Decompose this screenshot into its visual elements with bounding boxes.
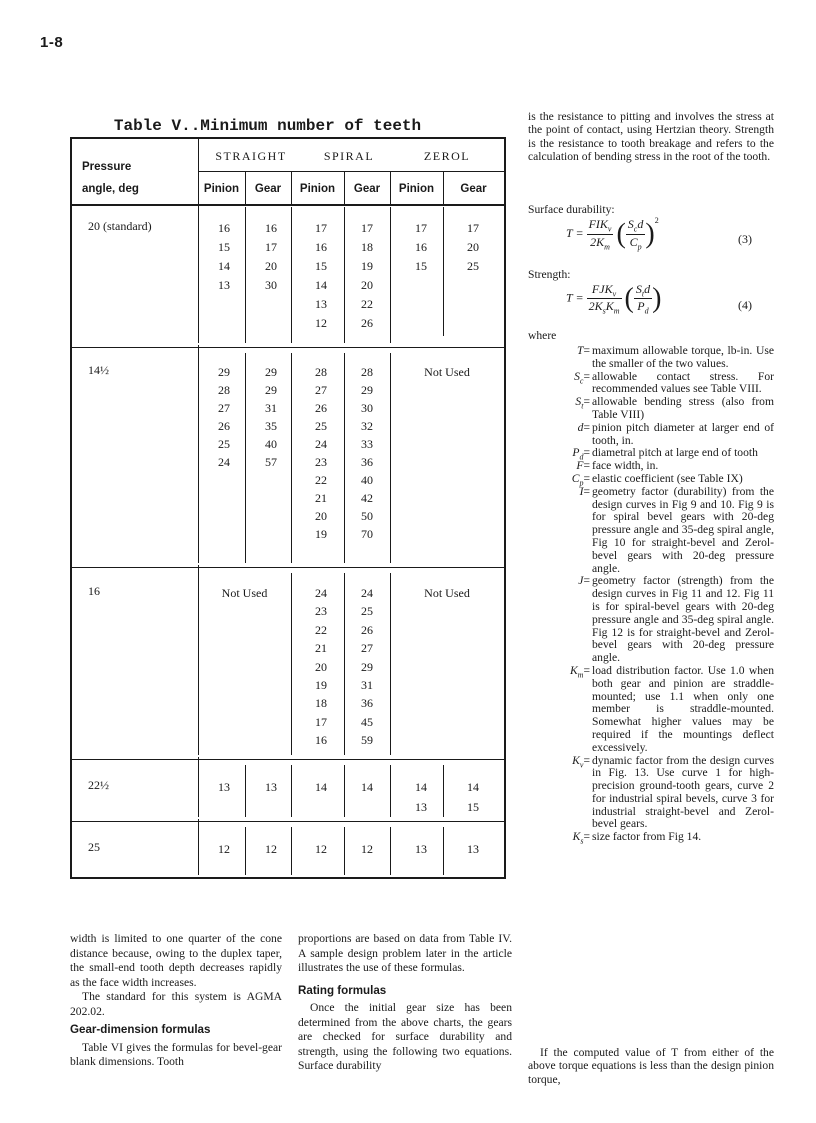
eq-sub: d bbox=[644, 306, 649, 316]
spiral-gear-cell: 28 bbox=[361, 365, 373, 379]
spiral-gear-cell: 22 bbox=[361, 297, 373, 311]
zerol-pinion-cell: 17 bbox=[415, 221, 427, 235]
spiral-pinion-cell: 24 bbox=[315, 586, 327, 600]
definition-item bbox=[528, 345, 774, 371]
paragraph: Once the initial gear size has been determined from the above charts, the gears are checked for surface durability and strength, using the following two equations. Surface durability bbox=[298, 1001, 512, 1072]
definition-symbol: T= bbox=[577, 344, 590, 357]
eq-text: C bbox=[629, 234, 638, 249]
spiral-pinion-cell: 12 bbox=[315, 842, 327, 856]
definition-symbol: $S_t=$ bbox=[575, 395, 590, 411]
eq-text: K bbox=[605, 299, 614, 314]
surface-durability-heading: Surface durability: bbox=[528, 203, 615, 216]
column-divider bbox=[198, 819, 199, 875]
column-divider bbox=[291, 171, 292, 204]
column-divider bbox=[443, 827, 444, 875]
spiral-pinion-cell: 28 bbox=[315, 365, 327, 379]
column-divider bbox=[198, 139, 199, 204]
zerol-pinion-cell: 15 bbox=[415, 259, 427, 273]
column-divider bbox=[390, 765, 391, 817]
straight-pinion-cell: 13 bbox=[218, 780, 230, 794]
straight-pinion-cell: 29 bbox=[218, 365, 230, 379]
spiral-pinion-cell: 20 bbox=[315, 659, 327, 674]
straight-gear-cell: 29 bbox=[265, 365, 277, 379]
eq-text: 2K bbox=[588, 299, 603, 314]
column-divider bbox=[390, 353, 391, 563]
straight-pinion-cell: 24 bbox=[218, 455, 230, 469]
pressure-angle: 20 (standard) bbox=[88, 219, 152, 233]
spiral-gear-cell: 31 bbox=[361, 678, 373, 692]
spiral-gear-cell: 29 bbox=[361, 659, 373, 674]
zerol-not-used: Not Used bbox=[424, 586, 470, 600]
spiral-gear-cell: 26 bbox=[361, 622, 373, 637]
definition-symbol: d= bbox=[577, 420, 590, 434]
spiral-pinion-cell: 22 bbox=[315, 473, 327, 487]
paragraph: The standard for this system is AGMA 202.02. bbox=[70, 990, 282, 1018]
straight-gear-cell: 13 bbox=[265, 780, 277, 794]
pressure-angle: 22½ bbox=[88, 778, 109, 792]
spiral-pinion-cell: 14 bbox=[315, 780, 327, 794]
spiral-gear-cell: 17 bbox=[361, 221, 373, 235]
paragraph: Table VI gives the formulas for bevel-gear blank dimensions. Tooth bbox=[70, 1040, 282, 1068]
spiral-pinion-cell: 21 bbox=[315, 641, 327, 656]
spiral-pinion-cell: 17 bbox=[315, 221, 327, 235]
equation-number-4: (4) bbox=[738, 298, 752, 312]
spiral-gear-cell: 19 bbox=[361, 259, 373, 273]
section-heading: Gear-dimension formulas bbox=[70, 1023, 211, 1036]
definition-text: allowable contact stress. For recommended values see Table VIII. bbox=[592, 369, 774, 396]
column-divider bbox=[344, 827, 345, 875]
definition-item bbox=[528, 396, 774, 422]
fraction bbox=[634, 282, 652, 316]
fraction bbox=[587, 217, 614, 251]
column-divider bbox=[344, 207, 345, 343]
spiral-gear-cell: 45 bbox=[361, 714, 373, 729]
spiral-gear-cell: 25 bbox=[361, 604, 373, 619]
column-divider bbox=[245, 765, 246, 817]
spiral-pinion-cell: 12 bbox=[315, 316, 327, 330]
pressure-label-2: angle, deg bbox=[82, 183, 139, 195]
sub-gear: Gear bbox=[353, 183, 381, 195]
spiral-gear-cell: 24 bbox=[361, 586, 373, 600]
eq-lhs: T = bbox=[566, 290, 584, 305]
definition-symbol: F= bbox=[576, 459, 590, 473]
eq-sub: s bbox=[602, 306, 606, 316]
fraction bbox=[587, 282, 622, 316]
definition-symbol: $C_p=$ bbox=[571, 471, 590, 488]
equation-3: T = $\frac{FIK_v}{2K_m}$ ( $\frac{S_cd}{C_p}$ )$^2$ bbox=[566, 216, 659, 252]
column-divider bbox=[291, 765, 292, 817]
column-divider bbox=[344, 573, 345, 755]
zerol-gear-cell: 25 bbox=[467, 259, 479, 273]
definition-text: dynamic factor from the design curves in Fig. 13. Use curve 1 for high-precision ground-tooth gears, curve 2 for industrial spiral bevels, curve 3 for industrial straight-bevel and Zerol-bevel gears. bbox=[592, 753, 774, 831]
column-divider bbox=[245, 827, 246, 875]
eq-sub: c bbox=[633, 224, 638, 234]
zerol-not-used: Not Used bbox=[424, 365, 470, 379]
spiral-gear-cell: 40 bbox=[361, 473, 373, 487]
eq-text: FJK bbox=[591, 282, 613, 296]
definition-item bbox=[528, 665, 774, 755]
spiral-gear-cell: 12 bbox=[361, 842, 373, 856]
straight-gear-cell: 35 bbox=[265, 419, 277, 433]
spiral-gear-cell: 30 bbox=[361, 401, 373, 415]
straight-gear-cell: 16 bbox=[265, 221, 277, 235]
spiral-gear-cell: 50 bbox=[361, 509, 373, 523]
spiral-pinion-cell: 21 bbox=[315, 491, 327, 505]
definition-symbol: $K_s=$ bbox=[572, 830, 590, 846]
spiral-pinion-cell: 22 bbox=[315, 622, 327, 637]
spiral-pinion-cell: 14 bbox=[315, 278, 327, 292]
straight-gear-cell: 57 bbox=[265, 455, 277, 469]
header-rule bbox=[72, 204, 504, 206]
definition-item bbox=[528, 371, 774, 397]
spiral-gear-cell: 36 bbox=[361, 696, 373, 711]
eq-text: FIK bbox=[588, 217, 608, 232]
straight-pinion-cell: 16 bbox=[218, 221, 230, 235]
spiral-pinion-cell: 20 bbox=[315, 509, 327, 523]
straight-gear-cell: 30 bbox=[265, 278, 277, 292]
definition-text: load distribution factor. Use 1.0 when both gear and pinion are straddle-mounted; use 1.1 when only one member is straddle-mounted. Somewhat higher values may be required if the mountings deflect excessively. bbox=[592, 663, 774, 754]
definition-text: geometry factor (durability) from the design curves in Fig 9 and 10. Fig 9 is for spiral bevel gears with 20-deg pressure angle and 35-deg spiral angle, Fig 10 for straight-bevel and Zerol-bevel gears with 20-deg pressure angle. bbox=[592, 484, 774, 575]
eq-text: d bbox=[637, 217, 644, 232]
straight-gear-cell: 29 bbox=[265, 383, 277, 397]
spiral-pinion-cell: 13 bbox=[315, 297, 327, 311]
left-column bbox=[70, 932, 282, 1070]
spiral-gear-cell: 32 bbox=[361, 419, 373, 433]
straight-pinion-cell: 26 bbox=[218, 419, 230, 433]
eq-sub: p bbox=[637, 242, 642, 252]
zerol-gear-cell: 20 bbox=[467, 240, 479, 254]
eq-text: P bbox=[637, 299, 645, 314]
table-title: Table V..Minimum number of teeth bbox=[113, 117, 422, 135]
closing-paragraph: If the computed value of T from either of the above torque equations is less than the design pinion torque, bbox=[528, 1046, 774, 1086]
eq-exponent: 2 bbox=[654, 216, 659, 225]
straight-gear-cell: 40 bbox=[265, 437, 277, 451]
section-heading: Rating formulas bbox=[298, 983, 387, 997]
spiral-pinion-cell: 19 bbox=[315, 527, 327, 541]
spiral-gear-cell: 42 bbox=[361, 491, 373, 505]
strength-heading: Strength: bbox=[528, 268, 571, 281]
sub-gear: Gear bbox=[254, 183, 282, 195]
column-divider bbox=[390, 171, 391, 204]
definition-symbol: J= bbox=[578, 574, 590, 588]
straight-gear-cell: 12 bbox=[265, 842, 277, 856]
where-label: where bbox=[528, 329, 557, 342]
eq-sub: v bbox=[607, 224, 612, 234]
definitions-list bbox=[528, 345, 774, 844]
spiral-gear-cell: 18 bbox=[361, 240, 373, 254]
zerol-gear-cell: 13 bbox=[467, 842, 479, 856]
eq-text: d bbox=[644, 282, 651, 296]
definition-item bbox=[528, 422, 774, 448]
spiral-pinion-cell: 18 bbox=[315, 696, 327, 711]
fraction bbox=[626, 217, 646, 251]
spiral-gear-cell: 33 bbox=[361, 437, 373, 451]
equation-number-3: (3) bbox=[738, 232, 752, 246]
eq-sub: m bbox=[604, 242, 610, 252]
definition-item bbox=[528, 831, 774, 844]
column-divider bbox=[344, 171, 345, 204]
section-divider bbox=[72, 347, 504, 348]
column-divider bbox=[245, 353, 246, 563]
spiral-gear-cell: 26 bbox=[361, 316, 373, 330]
definition-text: face width, in. bbox=[592, 459, 659, 473]
definition-text: size factor from Fig 14. bbox=[592, 830, 702, 844]
spiral-pinion-cell: 23 bbox=[315, 455, 327, 469]
section-divider bbox=[72, 821, 504, 822]
column-divider bbox=[198, 199, 199, 343]
sub-gear: Gear bbox=[460, 183, 487, 195]
column-divider bbox=[198, 757, 199, 817]
pressure-angle: 16 bbox=[88, 584, 100, 598]
column-divider bbox=[198, 345, 199, 563]
column-divider bbox=[443, 171, 444, 204]
straight-gear-cell: 20 bbox=[265, 259, 277, 273]
definition-symbol: $K_m=$ bbox=[569, 663, 590, 680]
definition-text: pinion pitch diameter at larger end of tooth, in. bbox=[592, 420, 774, 447]
column-divider bbox=[291, 353, 292, 563]
definition-text: elastic coefficient (see Table IX) bbox=[592, 471, 743, 485]
zerol-pinion-cell: 13 bbox=[415, 842, 427, 856]
spiral-gear-cell: 36 bbox=[361, 455, 373, 469]
group-straight: STRAIGHT bbox=[215, 149, 287, 163]
zerol-pinion-cell: 13 bbox=[415, 800, 427, 814]
column-divider bbox=[390, 207, 391, 343]
pressure-label-1: Pressure bbox=[82, 161, 132, 173]
eq-text: S bbox=[627, 217, 634, 232]
column-divider bbox=[443, 765, 444, 817]
spiral-pinion-cell: 23 bbox=[315, 604, 327, 619]
spiral-gear-cell: 70 bbox=[361, 527, 373, 541]
column-divider bbox=[443, 207, 444, 336]
straight-gear-cell: 17 bbox=[265, 240, 277, 254]
column-divider bbox=[245, 207, 246, 343]
eq-text: S bbox=[635, 282, 642, 296]
definition-item bbox=[528, 755, 774, 832]
definition-symbol: $S_c=$ bbox=[574, 369, 590, 385]
definition-symbol: $K_v=$ bbox=[572, 753, 590, 769]
section-divider bbox=[72, 759, 504, 760]
definition-text: allowable bending stress (also from Table VIII) bbox=[592, 395, 774, 421]
column-divider bbox=[245, 171, 246, 204]
spiral-pinion-cell: 17 bbox=[315, 714, 327, 729]
eq-lhs: T = bbox=[566, 226, 584, 240]
group-zerol: ZEROL bbox=[423, 149, 471, 163]
spiral-gear-cell: 59 bbox=[361, 733, 373, 748]
definition-symbol: I= bbox=[579, 484, 590, 498]
page-number: 1-8 bbox=[40, 34, 64, 51]
spiral-pinion-cell: 15 bbox=[315, 259, 327, 273]
eq-sub: m bbox=[613, 306, 620, 316]
straight-pinion-cell: 12 bbox=[218, 842, 230, 856]
column-divider bbox=[344, 353, 345, 563]
section-divider bbox=[72, 567, 504, 568]
sub-pinion: Pinion bbox=[398, 183, 435, 195]
definition-text: geometry factor (strength) from the design curves in Fig 11 and 12. Fig 11 is for spiral-bevel gears with 20-deg pressure angle and 35-deg spiral angle. Fig 12 is for straight-bevel and Zerol-bevel gears with 20-deg pressure angle. bbox=[592, 574, 774, 665]
zerol-pinion-cell: 14 bbox=[415, 780, 427, 794]
straight-pinion-cell: 27 bbox=[218, 401, 230, 415]
eq-sub: v bbox=[612, 289, 617, 299]
paragraph: width is limited to one quarter of the cone distance because, owing to the duplex taper, the small-end tooth depth decreases rapidly as the face width increases. bbox=[70, 932, 282, 989]
spiral-gear-cell: 29 bbox=[361, 383, 373, 397]
definition-item bbox=[528, 575, 774, 665]
definition-text: diametral pitch at large end of tooth bbox=[592, 446, 758, 460]
middle-column bbox=[298, 932, 512, 1074]
spiral-gear-cell: 14 bbox=[361, 780, 373, 794]
zerol-gear-cell: 17 bbox=[467, 221, 479, 235]
zerol-pinion-cell: 16 bbox=[415, 240, 427, 254]
definition-text: maximum allowable torque, lb-in. Use the smaller of the two values. bbox=[592, 344, 774, 370]
pressure-angle: 25 bbox=[88, 840, 100, 854]
column-divider bbox=[291, 207, 292, 343]
eq-text: 2K bbox=[590, 234, 605, 249]
spiral-pinion-cell: 27 bbox=[315, 383, 327, 397]
right-intro: is the resistance to pitting and involves the stress at the point of contact, using Hertzian theory. Strength is the resistance to tooth breakage and refers to the calculation of bending stress in the root of the tooth. bbox=[528, 110, 774, 164]
eq-sub: t bbox=[641, 289, 645, 299]
sub-pinion: Pinion bbox=[299, 183, 336, 195]
pressure-angle: 14½ bbox=[88, 363, 109, 377]
zerol-gear-cell: 14 bbox=[467, 780, 479, 794]
straight-not-used: Not Used bbox=[221, 586, 268, 600]
straight-pinion-cell: 13 bbox=[218, 278, 230, 292]
straight-pinion-cell: 15 bbox=[218, 240, 230, 254]
paragraph: proportions are based on data from Table IV. A sample design problem later in the article illustrates the use of these formulas. bbox=[298, 932, 512, 974]
straight-gear-cell: 31 bbox=[265, 401, 277, 415]
min-teeth-table bbox=[70, 137, 506, 879]
header-divider bbox=[198, 171, 504, 172]
spiral-pinion-cell: 26 bbox=[315, 401, 327, 415]
sub-pinion: Pinion bbox=[203, 183, 240, 195]
spiral-gear-cell: 27 bbox=[361, 641, 373, 656]
spiral-pinion-cell: 24 bbox=[315, 437, 327, 451]
group-spiral: SPIRAL bbox=[323, 149, 375, 163]
straight-pinion-cell: 14 bbox=[218, 259, 230, 273]
spiral-gear-cell: 20 bbox=[361, 278, 373, 292]
zerol-gear-cell: 15 bbox=[467, 800, 479, 814]
spiral-pinion-cell: 25 bbox=[315, 419, 327, 433]
equation-4: T = $\frac{FJK_v}{2K_sK_m}$ ( $\frac{S_td}{P_d}$ ) bbox=[566, 282, 662, 316]
column-divider bbox=[344, 765, 345, 817]
spiral-pinion-cell: 19 bbox=[315, 678, 327, 692]
straight-pinion-cell: 25 bbox=[218, 437, 230, 451]
spiral-pinion-cell: 16 bbox=[315, 240, 327, 254]
column-divider bbox=[390, 827, 391, 875]
definition-symbol: $P_d=$ bbox=[572, 446, 590, 462]
definition-item bbox=[528, 486, 774, 576]
straight-pinion-cell: 28 bbox=[218, 383, 230, 397]
column-divider bbox=[291, 573, 292, 755]
spiral-pinion-cell: 16 bbox=[315, 733, 327, 748]
column-divider bbox=[291, 827, 292, 875]
